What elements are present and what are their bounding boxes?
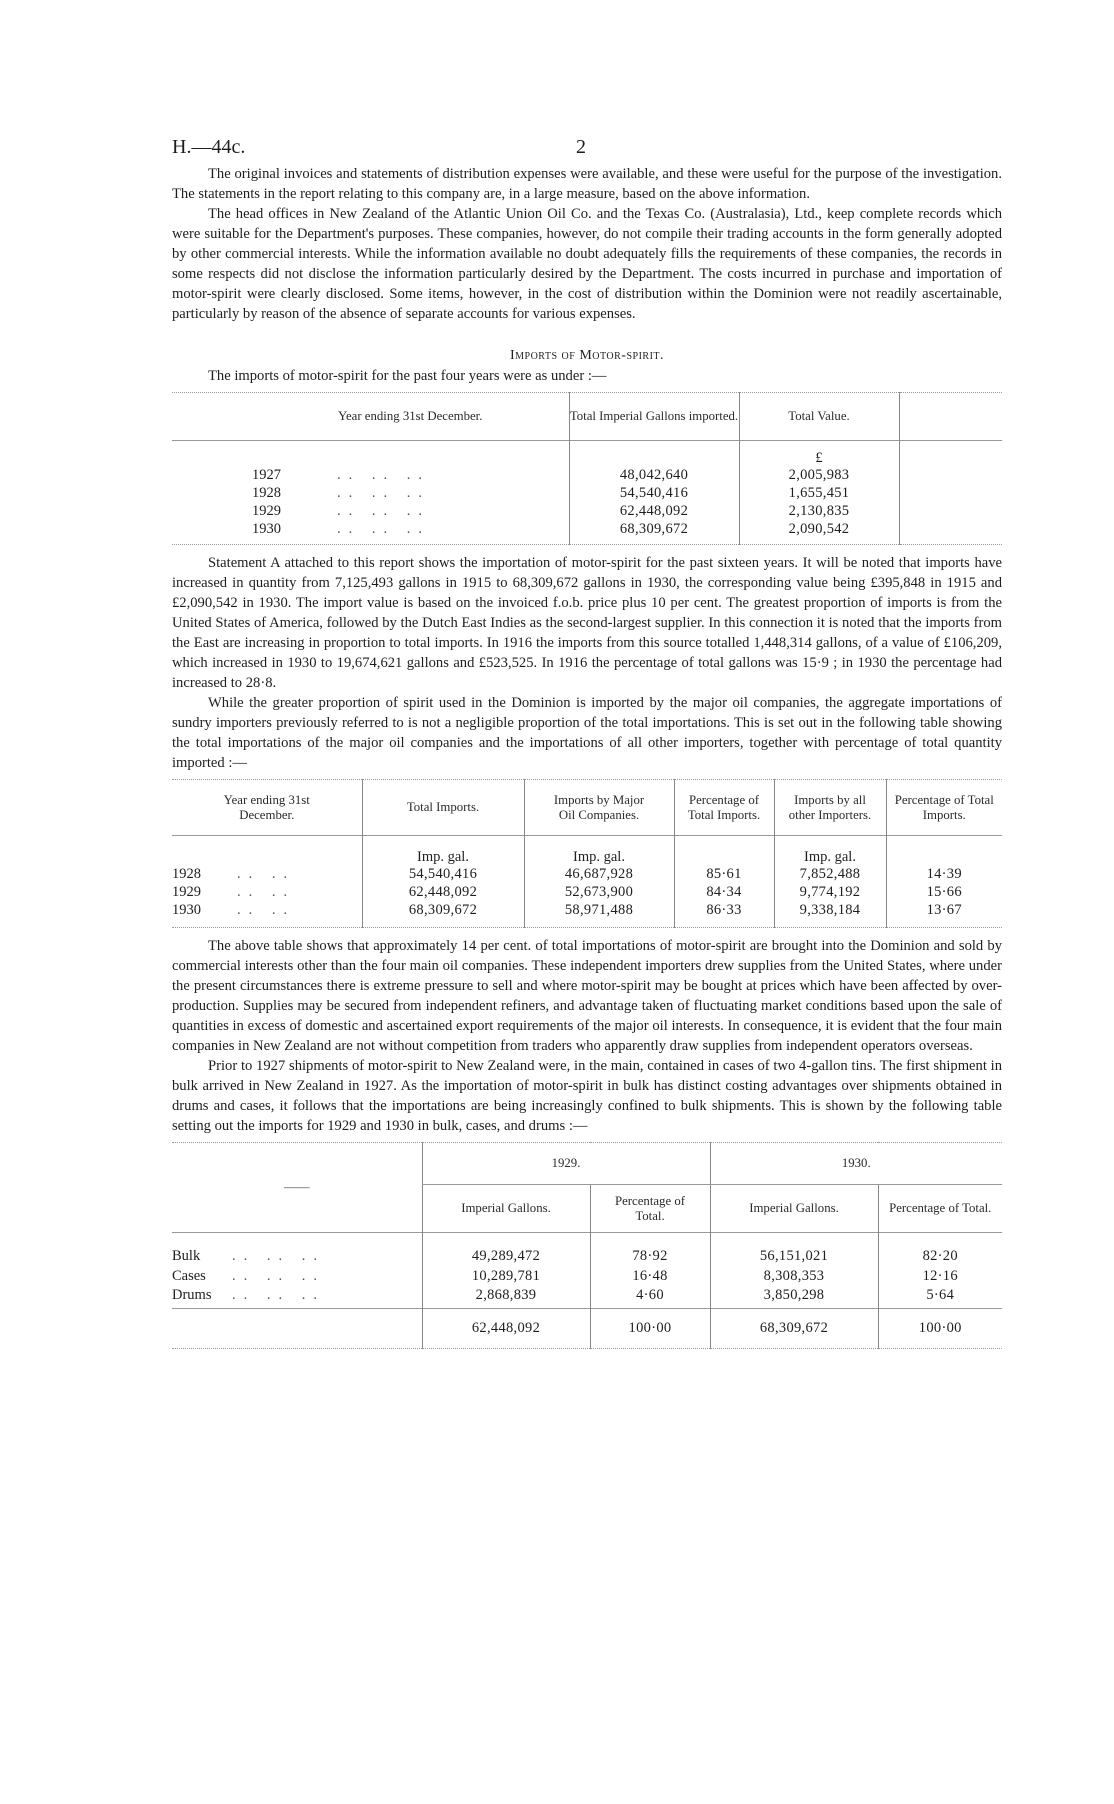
row-label: Cases xyxy=(172,1268,206,1284)
table-row: 1928 .. .. .. 54,540,416 1,655,451 xyxy=(172,485,1002,503)
other-cell: 9,774,192 xyxy=(774,884,886,902)
totals-row xyxy=(172,1309,1002,1349)
page-number: 2 xyxy=(576,136,586,158)
major-cell: 52,673,900 xyxy=(524,884,674,902)
percent-cell: 86·33 xyxy=(674,902,774,928)
paragraph: The original invoices and statements of distribution expenses were available, and these were useful for the purpose of the investigation. The statements in the report relating to this company are, in a large measure, based on the above information. xyxy=(172,166,1002,202)
percent-cell: 15·66 xyxy=(886,884,1002,902)
table-row: Cases .. .. .. 10,289,781 16·48 8,308,353 12·16 xyxy=(172,1267,1002,1287)
total-cell: 54,540,416 xyxy=(362,866,524,884)
percent-cell: 82·20 xyxy=(878,1247,1002,1267)
column-header: Imperial Gallons. xyxy=(710,1185,878,1233)
imports-table xyxy=(172,392,1002,545)
intro-line: The imports of motor-spirit for the past four years were as under :— xyxy=(208,368,607,384)
section-heading: Imports of Motor-spirit. xyxy=(509,348,665,363)
percent-cell: 85·61 xyxy=(674,866,774,884)
paragraph: Statement A attached to this report shows the importation of motor-spirit for the past sixteen years. It will be noted that imports have increased in quantity from 7,125,493 gallons in 1915 to 68,309,672 gallons in 1930, the corresponding value being £395,848 in 1915 and £2,090,542 in 1930. The import value is based on the invoiced f.o.b. price plus 10 per cent. The greatest proportion of imports is from the United States of America, followed by the Dutch East Indies as the second-largest supplier. In this connection it is noted that the imports from the East are increasing in proportion to total imports. In 1916 the imports from this source totalled 1,448,314 gallons, of a value of £106,209, which increased in 1930 to 19,674,621 gallons and £523,525. In 1916 the percentage of total gallons was 15·9 ; in 1930 the percentage had increased to 28·8. xyxy=(172,555,1002,691)
row-label: Drums xyxy=(172,1286,212,1303)
total-gallons-cell: 62,448,092 xyxy=(422,1309,590,1349)
table-row: 1929 .. .. 62,448,092 52,673,900 84·34 9,774,192 15·66 xyxy=(172,884,1002,902)
unit-label: Imp. gal. xyxy=(774,836,886,866)
document-page xyxy=(172,130,1002,1349)
column-header: Year ending 31st December. xyxy=(223,792,310,822)
gallons-cell: 56,151,021 xyxy=(710,1247,878,1267)
year-cell: 1929 xyxy=(252,503,281,519)
value-cell: 1,655,451 xyxy=(739,485,899,503)
total-gallons-cell: 68,309,672 xyxy=(710,1309,878,1349)
table-row: 1930 .. .. 68,309,672 58,971,488 86·33 9,338,184 13·67 xyxy=(172,902,1002,928)
column-header: Percentage of Total. xyxy=(878,1185,1002,1233)
gallons-cell: 62,448,092 xyxy=(569,503,739,521)
page-header xyxy=(172,130,1002,160)
gallons-cell: 49,289,472 xyxy=(422,1247,590,1267)
unit-label: Imp. gal. xyxy=(362,836,524,866)
year-cell: 1928 xyxy=(172,866,201,882)
year-header: 1930. xyxy=(710,1143,1002,1185)
table-row: 1927 .. .. .. 48,042,640 2,005,983 xyxy=(172,467,1002,485)
percent-cell: 14·39 xyxy=(886,866,1002,884)
value-cell: 2,090,542 xyxy=(739,521,899,545)
column-header: Year ending 31st December. xyxy=(338,409,483,423)
other-cell: 9,338,184 xyxy=(774,902,886,928)
gallons-cell: 48,042,640 xyxy=(569,467,739,485)
column-header: Percentage of Total Imports. xyxy=(886,780,1002,836)
table-row: Drums .. .. .. 2,868,839 4·60 3,850,298 5·64 xyxy=(172,1287,1002,1309)
column-header: Imports by Major Oil Companies. xyxy=(524,780,674,836)
year-cell: 1930 xyxy=(252,520,281,537)
percent-cell: 4·60 xyxy=(590,1287,710,1309)
stub-header: —— xyxy=(283,1180,310,1194)
paragraph: While the greater proportion of spirit used in the Dominion is imported by the major oil companies, the aggregate importations of sundry importers previously referred to is not a negligible proportion of the total importations. This is set out in the following table showing the total importations of the major oil companies and the importations of all other importers, together with percentage of total quantity imported :— xyxy=(172,695,1002,771)
column-header: Total Value. xyxy=(739,393,899,441)
major-cell: 58,971,488 xyxy=(524,902,674,928)
gallons-cell: 10,289,781 xyxy=(422,1267,590,1287)
column-header: Total Imports. xyxy=(362,780,524,836)
column-header: Imports by all other Importers. xyxy=(774,780,886,836)
total-percent-cell: 100·00 xyxy=(590,1309,710,1349)
percent-cell: 84·34 xyxy=(674,884,774,902)
table-row: 1929 .. .. .. 62,448,092 2,130,835 xyxy=(172,503,1002,521)
unit-label: £ xyxy=(739,441,899,467)
table-row: Bulk .. .. .. 49,289,472 78·92 56,151,021 82·20 xyxy=(172,1247,1002,1267)
value-cell: 2,130,835 xyxy=(739,503,899,521)
total-cell: 68,309,672 xyxy=(362,902,524,928)
paragraph: The head offices in New Zealand of the Atlantic Union Oil Co. and the Texas Co. (Australasia), Ltd., keep complete records which were suitable for the Department's purposes. These companies, however, do not compile their trading accounts in the form generally adopted by other commercial interests. While the information available no doubt adequately fills the requirements of these companies, the records in some respects did not disclose the information particularly desired by the Department. The costs incurred in purchase and importation of motor-spirit were clearly disclosed. Some items, however, in the cost of distribution within the Dominion were not readily ascertainable, particularly by reason of the absence of separate accounts for various expenses. xyxy=(172,206,1002,322)
major-cell: 46,687,928 xyxy=(524,866,674,884)
total-percent-cell: 100·00 xyxy=(878,1309,1002,1349)
table-row: 1930 .. .. .. 68,309,672 2,090,542 xyxy=(172,521,1002,545)
year-header: 1929. xyxy=(422,1143,710,1185)
other-cell: 7,852,488 xyxy=(774,866,886,884)
percent-cell: 5·64 xyxy=(878,1287,1002,1309)
gallons-cell: 8,308,353 xyxy=(710,1267,878,1287)
gallons-cell: 2,868,839 xyxy=(422,1287,590,1309)
gallons-cell: 68,309,672 xyxy=(569,521,739,545)
percent-cell: 16·48 xyxy=(590,1267,710,1287)
column-header: Imperial Gallons. xyxy=(422,1185,590,1233)
percent-cell: 12·16 xyxy=(878,1267,1002,1287)
paragraph: The above table shows that approximately 14 per cent. of total importations of motor-spirit are brought into the Dominion and sold by commercial interests other than the four main oil companies. These independent importers drew supplies from the United States, where under the present circumstances there is extreme pressure to sell and where motor-spirit may be bought at prices which have been affected by over-production. Supplies may be secured from independent refiners, and advantage taken of fluctuating market conditions based upon the sale of quantities in excess of domestic and ascertained export requirements of the major oil interests. In consequence, it is evident that the four main companies in New Zealand are not without competition from traders who apparently draw supplies from independent operators overseas. xyxy=(172,938,1002,1054)
column-header: Total Imperial Gallons imported. xyxy=(569,393,739,441)
percent-cell: 78·92 xyxy=(590,1247,710,1267)
gallons-cell: 3,850,298 xyxy=(710,1287,878,1309)
year-cell: 1930 xyxy=(172,901,201,918)
document-code: H.—44c. xyxy=(172,136,246,158)
year-cell: 1928 xyxy=(252,485,281,501)
paragraph: Prior to 1927 shipments of motor-spirit to New Zealand were, in the main, contained in cases of two 4-gallon tins. The first shipment in bulk arrived in New Zealand in 1927. As the importation of motor-spirit in bulk has distinct costing advantages over shipments obtained in drums and cases, it follows that the importations are being increasingly confined to bulk shipments. This is shown by the following table setting out the imports for 1929 and 1930 in bulk, cases, and drums :— xyxy=(172,1058,1002,1134)
unit-label: Imp. gal. xyxy=(524,836,674,866)
shipment-type-table xyxy=(172,1142,1002,1349)
gallons-cell: 54,540,416 xyxy=(569,485,739,503)
total-cell: 62,448,092 xyxy=(362,884,524,902)
column-header: Percentage of Total. xyxy=(590,1185,710,1233)
percent-cell: 13·67 xyxy=(886,902,1002,928)
value-cell: 2,005,983 xyxy=(739,467,899,485)
importers-table xyxy=(172,779,1002,928)
column-header: Percentage of Total Imports. xyxy=(674,780,774,836)
row-label: Bulk xyxy=(172,1248,201,1264)
year-cell: 1927 xyxy=(252,467,281,483)
table-row: 1928 .. .. 54,540,416 46,687,928 85·61 7,852,488 14·39 xyxy=(172,866,1002,884)
year-cell: 1929 xyxy=(172,884,201,900)
